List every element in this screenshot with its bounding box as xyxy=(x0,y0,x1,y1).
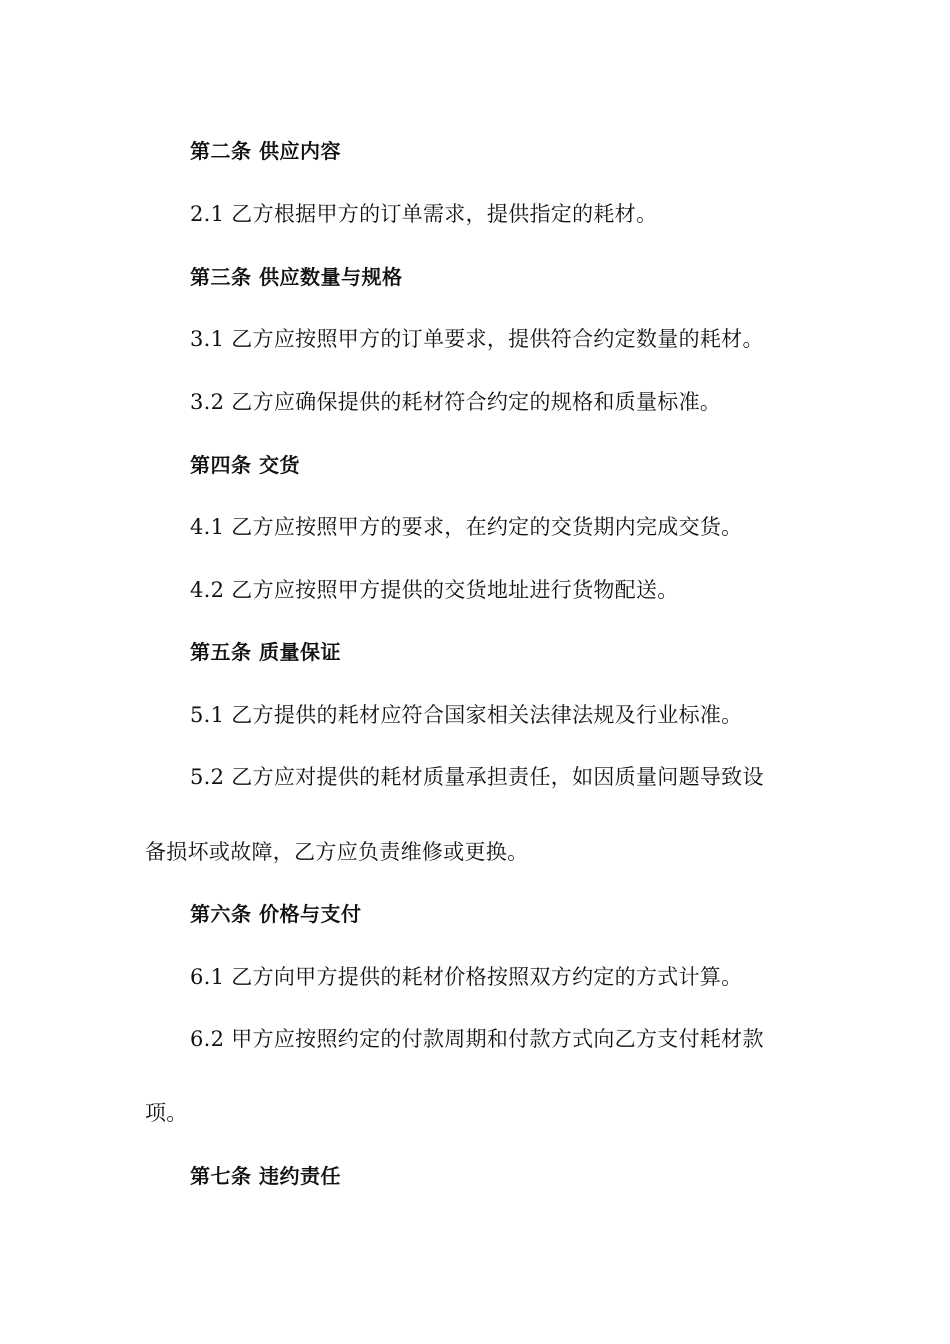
section-heading: 第七条 违约责任 xyxy=(190,1164,341,1188)
clause-text: 2.1 乙方根据甲方的订单需求，提供指定的耗材。 xyxy=(190,202,658,226)
clause-text-continuation: 备损坏或故障，乙方应负责维修或更换。 xyxy=(145,840,529,864)
clause-text: 5.2 乙方应对提供的耗材质量承担责任，如因质量问题导致设 xyxy=(190,765,764,789)
clause-text: 4.1 乙方应按照甲方的要求，在约定的交货期内完成交货。 xyxy=(190,515,743,539)
clause-text: 4.2 乙方应按照甲方提供的交货地址进行货物配送。 xyxy=(190,578,679,602)
section-heading: 第三条 供应数量与规格 xyxy=(190,265,403,289)
section-heading: 第六条 价格与支付 xyxy=(190,902,362,926)
section-heading: 第四条 交货 xyxy=(190,453,300,477)
section-heading: 第二条 供应内容 xyxy=(190,139,341,163)
clause-text-continuation: 项。 xyxy=(145,1101,188,1125)
clause-text: 5.1 乙方提供的耗材应符合国家相关法律法规及行业标准。 xyxy=(190,703,743,727)
clause-text: 6.2 甲方应按照约定的付款周期和付款方式向乙方支付耗材款 xyxy=(190,1027,764,1051)
clause-text: 6.1 乙方向甲方提供的耗材价格按照双方约定的方式计算。 xyxy=(190,965,743,989)
clause-text: 3.1 乙方应按照甲方的订单要求，提供符合约定数量的耗材。 xyxy=(190,327,764,351)
section-heading: 第五条 质量保证 xyxy=(190,640,341,664)
clause-text: 3.2 乙方应确保提供的耗材符合约定的规格和质量标准。 xyxy=(190,390,722,414)
